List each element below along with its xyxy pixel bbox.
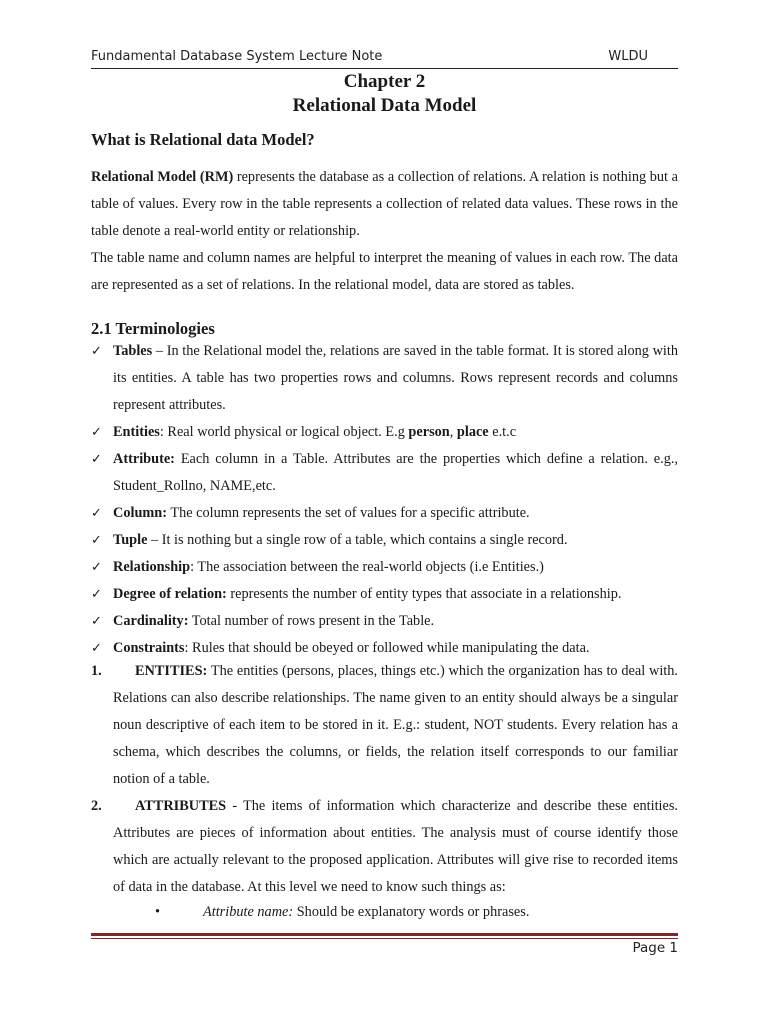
term-text: represents the number of entity types that associate in a relationship.: [226, 586, 622, 602]
bullet-italic-term: Attribute name:: [203, 904, 294, 920]
term-text: : Real world physical or logical object. E.g: [159, 424, 409, 440]
checkmark-icon: ✓: [91, 425, 102, 440]
term-example: place: [456, 424, 489, 440]
page-header: [91, 48, 678, 69]
paragraph-text: represents the database as a collection of relations. A relation is nothing but a table of values. Every row in the table represents a collection of related data values. These rows in the table denote a real-world entity or relationship.: [91, 169, 678, 239]
term-label: Relationship: [113, 559, 191, 575]
chapter-title: Relational Data Model: [292, 95, 477, 116]
footer-divider: [91, 933, 678, 939]
bullet-dot-icon: •: [155, 904, 161, 920]
list-item: [91, 581, 678, 608]
numbered-list: [91, 658, 678, 901]
paragraph-table-names: The table name and column names are helpful to interpret the meaning of values in each row. The data are represented as a set of relations. In the relational model, data are stored as tables.: [91, 250, 678, 293]
list-number: 1.: [91, 663, 102, 679]
page-number: Page 1: [632, 940, 678, 956]
term-text: ,: [449, 424, 457, 440]
list-item: [91, 658, 678, 793]
terminology-list: [91, 338, 678, 662]
term-text: Each column in a Table. Attributes are the properties which define a relation. e.g., Student_Rollno, NAME,etc.: [113, 451, 678, 494]
term-text: : Rules that should be obeyed or followed while manipulating the data.: [184, 640, 590, 656]
term-label: Tables: [113, 343, 153, 359]
list-item: [91, 527, 678, 554]
checkmark-icon: ✓: [91, 344, 102, 359]
term-label: Constraints: [113, 640, 185, 656]
term-label: Entities: [113, 424, 160, 440]
section-heading-what-is: What is Relational data Model?: [91, 130, 315, 149]
checkmark-icon: ✓: [91, 452, 102, 467]
term-text: Total number of rows present in the Table.: [188, 613, 435, 629]
checkmark-icon: ✓: [91, 560, 102, 575]
checkmark-icon: ✓: [91, 506, 102, 521]
bullet-text: Should be explanatory words or phrases.: [293, 904, 530, 920]
bullet-item-attribute-name: [155, 899, 529, 926]
term-label: Column:: [113, 505, 168, 521]
term-text: The entities (persons, places, things etc.) which the organization has to deal with. Relations can also describe relationships. The name given to an entity should always be a singular noun descriptive of each item to be stored in it. E.g.: student, NOT students. Every relation has a schema, which describes the columns, or fields, the relation itself corresponds to our familiar notion of a table.: [113, 663, 678, 787]
header-course-title: Fundamental Database System Lecture Note: [91, 49, 383, 64]
term-text: : The association between the real-world objects (i.e Entities.): [190, 559, 544, 575]
term-text: e.t.c: [488, 424, 517, 440]
checkmark-icon: ✓: [91, 587, 102, 602]
term-label: ATTRIBUTES: [135, 798, 227, 814]
term-text: – It is nothing but a single row of a table, which contains a single record.: [147, 532, 568, 548]
paragraph-relational-model: [91, 164, 678, 245]
list-number: 2.: [91, 798, 102, 814]
paragraph-bold-term: Relational Model (RM): [91, 169, 234, 185]
term-text: – In the Relational model the, relations are saved in the table format. It is stored along with its entities. A table has two properties rows and columns. Rows represent records and columns represent attributes.: [113, 343, 678, 413]
list-item: [91, 793, 678, 901]
checkmark-icon: ✓: [91, 533, 102, 548]
term-label: Cardinality:: [113, 613, 189, 629]
term-label: Attribute:: [113, 451, 175, 467]
list-item: [91, 446, 678, 500]
term-text: - The items of information which characterize and describe these entities. Attributes are pieces of information about entities. The analysis must of course identify those which are actually relevant to the proposed application. Attributes will give rise to recorded items of data in the database. At this level we need to know such things as:: [113, 798, 678, 895]
list-item: [91, 338, 678, 419]
header-institution: WLDU: [608, 49, 648, 64]
section-heading-terminologies: 2.1 Terminologies: [91, 319, 215, 338]
checkmark-icon: ✓: [91, 614, 102, 629]
chapter-number: Chapter 2: [343, 71, 426, 92]
list-item: [91, 419, 678, 446]
list-item: [91, 500, 678, 527]
term-example: person: [408, 424, 450, 440]
term-label: Degree of relation:: [113, 586, 227, 602]
chapter-title-block: [91, 70, 678, 118]
list-item: [91, 554, 678, 581]
term-label: Tuple: [113, 532, 148, 548]
term-label: ENTITIES:: [135, 663, 208, 679]
checkmark-icon: ✓: [91, 641, 102, 656]
list-item: [91, 608, 678, 635]
term-text: The column represents the set of values for a specific attribute.: [167, 505, 530, 521]
